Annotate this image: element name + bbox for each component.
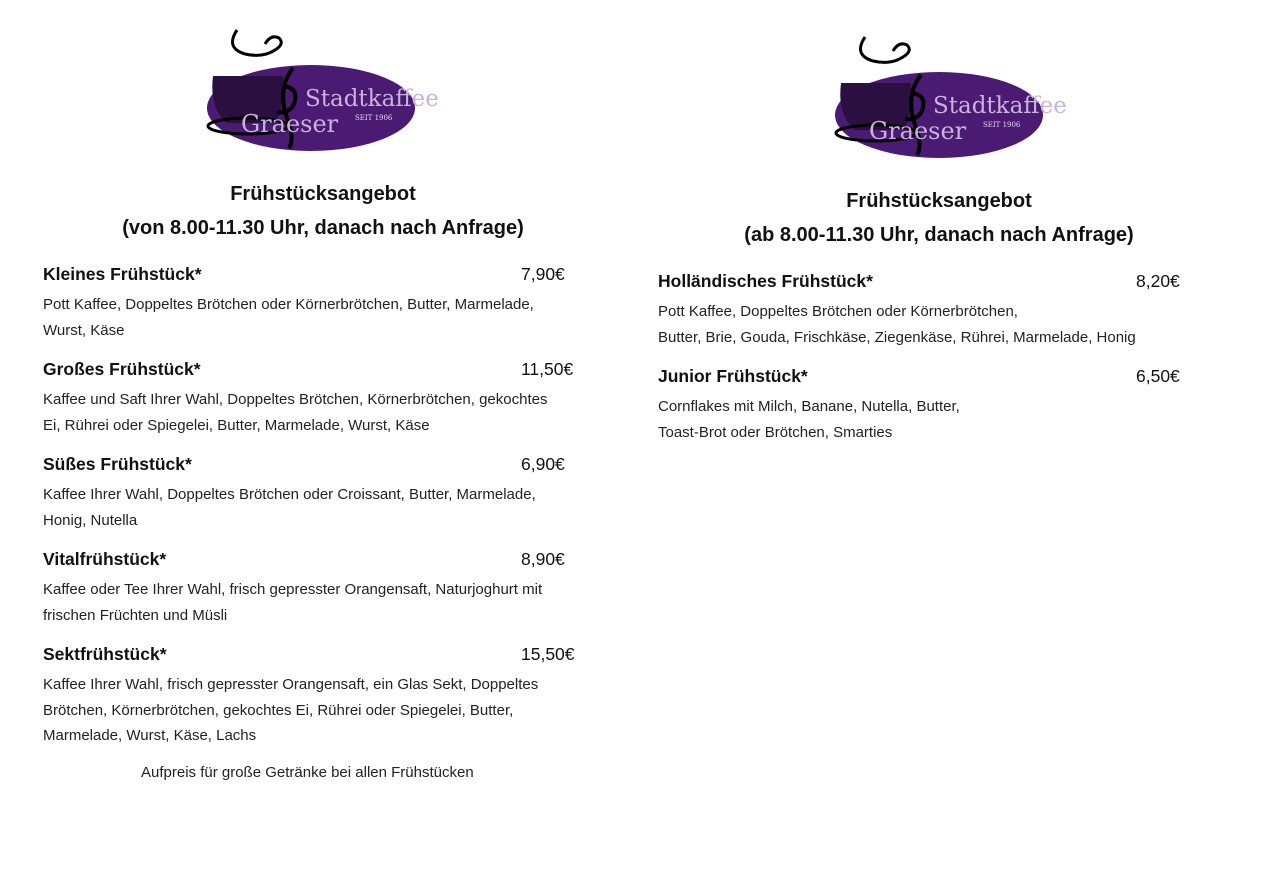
- menu-item-description: [43, 577, 542, 628]
- logo-brand-line2: Graeser: [241, 110, 339, 138]
- menu-item-description: [43, 482, 536, 533]
- menu-item-price: 11,50€: [521, 359, 574, 379]
- stadtkaffee-logo: [833, 35, 1067, 163]
- menu-item-price: 8,20€: [1136, 271, 1180, 291]
- right-heading-hours: (ab 8.00-11.30 Uhr, danach nach Anfrage): [744, 224, 1134, 246]
- menu-item-description: [43, 672, 538, 749]
- logo-since: SEIT 1906: [355, 114, 393, 122]
- menu-item-description: [43, 292, 534, 343]
- menu-item-price: 6,50€: [1136, 366, 1180, 386]
- description-line: Kaffee und Saft Ihrer Wahl, Doppeltes Brötchen, Körnerbrötchen, gekochtes: [43, 391, 548, 408]
- left-heading-hours: (von 8.00-11.30 Uhr, danach nach Anfrage): [122, 217, 524, 239]
- surcharge-note: Aufpreis für große Getränke bei allen Frühstücken: [141, 764, 474, 781]
- menu-item-description: [658, 299, 1136, 350]
- right-heading: [639, 184, 1239, 252]
- description-line: Cornflakes mit Milch, Banane, Nutella, Butter,: [658, 398, 960, 415]
- menu-item-name: Holländisches Frühstück*: [658, 271, 873, 291]
- menu-item-description: [658, 394, 960, 445]
- description-line: Pott Kaffee, Doppeltes Brötchen oder Körnerbrötchen,: [658, 303, 1018, 320]
- description-line: Wurst, Käse: [43, 321, 125, 339]
- logo-right: [833, 35, 1067, 163]
- logo-since: SEIT 1906: [983, 121, 1021, 129]
- logo-brand-line1: Stadtkaffee: [933, 93, 1067, 119]
- logo-brand-line1: Stadtkaffee: [305, 86, 439, 112]
- description-line: Kaffee Ihrer Wahl, frisch gepresster Orangensaft, ein Glas Sekt, Doppeltes: [43, 676, 539, 693]
- menu-item-name: Junior Frühstück*: [658, 366, 808, 386]
- logo-left: [205, 28, 439, 156]
- description-line: Marmelade, Wurst, Käse, Lachs: [43, 727, 257, 744]
- logo-brand-line2: Graeser: [869, 117, 967, 145]
- menu-item-name: Sektfrühstück*: [43, 644, 167, 664]
- right-heading-title: Frühstücksangebot: [846, 190, 1032, 212]
- menu-item-price: 8,90€: [521, 549, 565, 569]
- menu-item-name: Kleines Frühstück*: [43, 264, 202, 284]
- menu-item-price: 7,90€: [521, 264, 565, 284]
- menu-item-description: [43, 387, 547, 438]
- description-line: Toast-Brot oder Brötchen, Smarties: [658, 423, 893, 441]
- description-line: Ei, Rührei oder Spiegelei, Butter, Marmelade, Wurst, Käse: [43, 416, 430, 434]
- description-line: Butter, Brie, Gouda, Frischkäse, Ziegenkäse, Rührei, Marmelade, Honig: [658, 328, 1136, 346]
- menu-item-price: 15,50€: [521, 644, 575, 664]
- stadtkaffee-logo: [205, 28, 439, 156]
- left-heading-title: Frühstücksangebot: [230, 183, 416, 205]
- description-line: Kaffee Ihrer Wahl, Doppeltes Brötchen oder Croissant, Butter, Marmelade,: [43, 486, 536, 503]
- description-line: Brötchen, Körnerbrötchen, gekochtes Ei, Rührei oder Spiegelei, Butter,: [43, 701, 514, 719]
- description-line: Kaffee oder Tee Ihrer Wahl, frisch gepresster Orangensaft, Naturjoghurt mit: [43, 581, 543, 598]
- left-heading: [23, 177, 623, 245]
- menu-item-price: 6,90€: [521, 454, 565, 474]
- description-line: Honig, Nutella: [43, 511, 138, 529]
- menu-item-name: Großes Frühstück*: [43, 359, 201, 379]
- menu-item-name: Vitalfrühstück*: [43, 549, 167, 569]
- menu-item-name: Süßes Frühstück*: [43, 454, 192, 474]
- description-line: frischen Früchten und Müsli: [43, 606, 228, 624]
- description-line: Pott Kaffee, Doppeltes Brötchen oder Körnerbrötchen, Butter, Marmelade,: [43, 296, 534, 313]
